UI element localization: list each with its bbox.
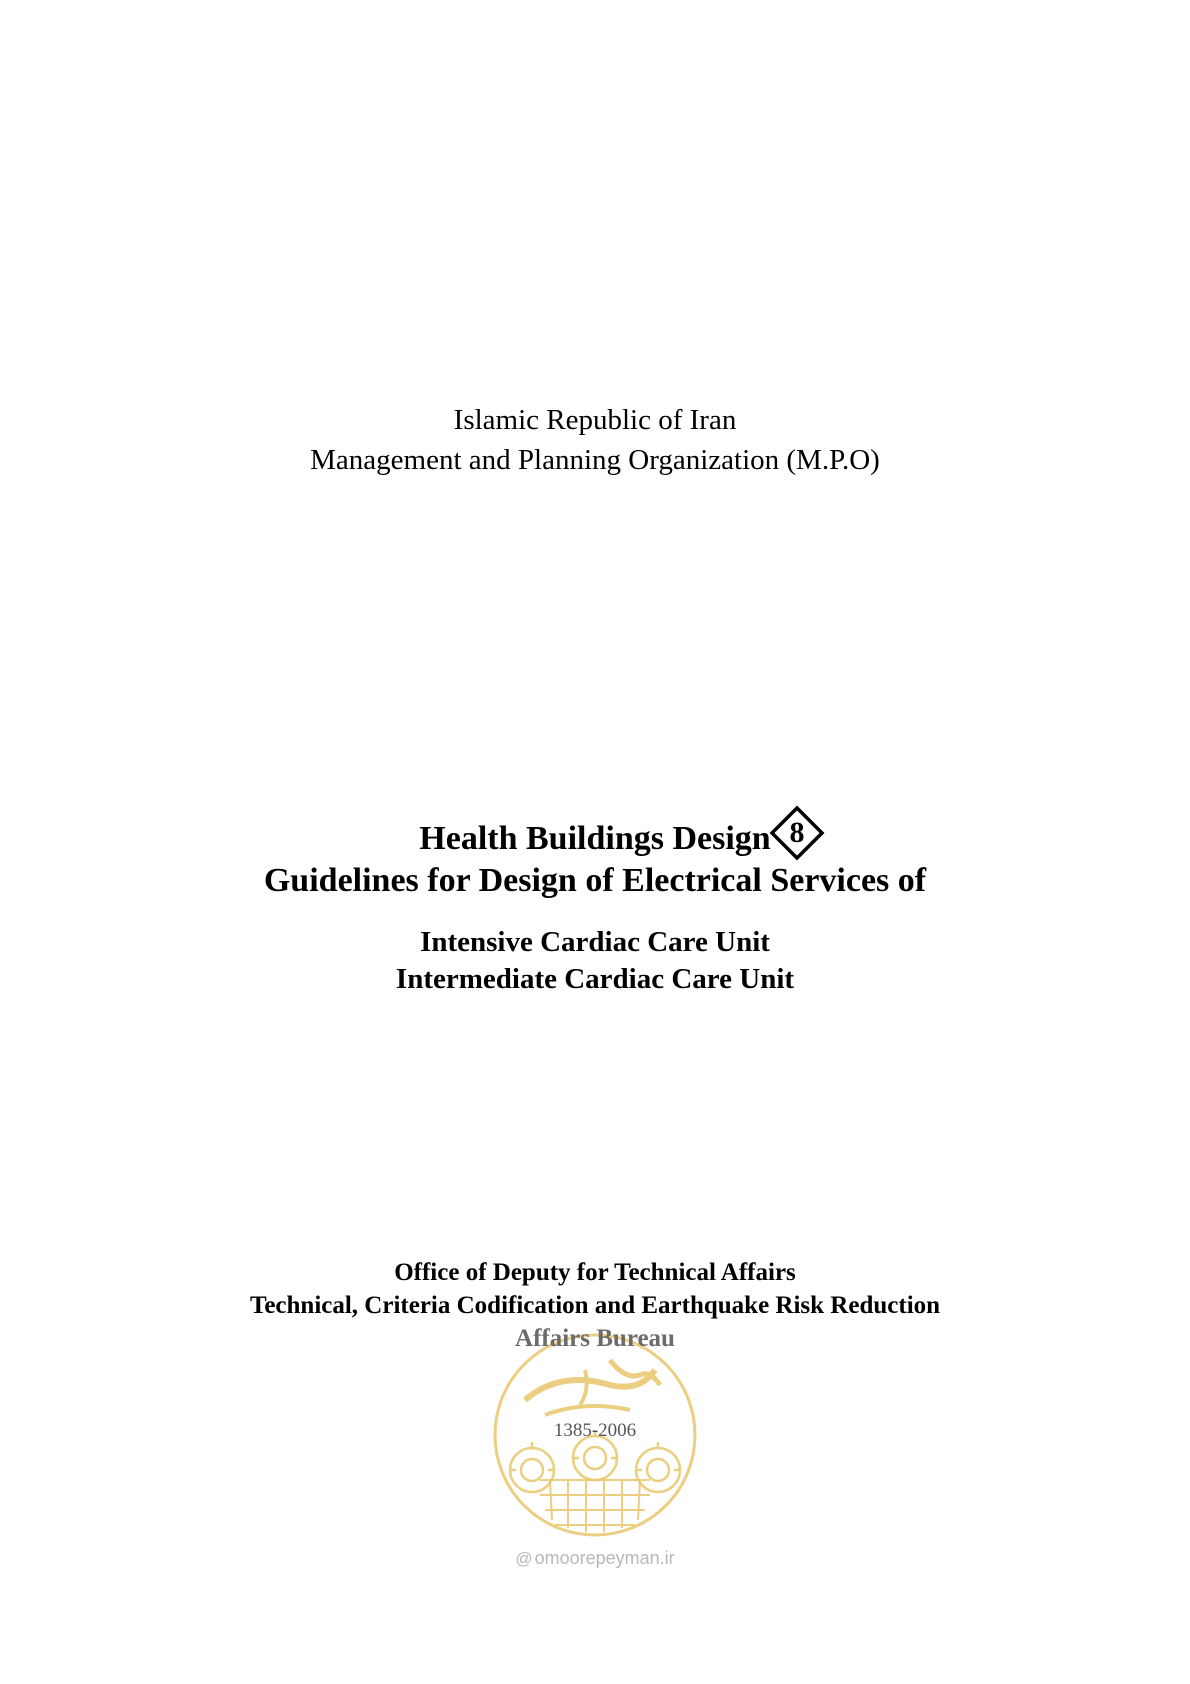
unit-name-intermediate: Intermediate Cardiac Care Unit xyxy=(395,963,795,995)
publication-year: 1385-2006 xyxy=(553,1420,637,1441)
country-name: Islamic Republic of Iran xyxy=(453,404,737,436)
watermark-domain-text: omoorepeyman.ir xyxy=(534,1548,675,1568)
office-line3: Affairs Bureau xyxy=(515,1325,675,1352)
document-title-line1: Health Buildings Design xyxy=(419,820,771,857)
unit-name-intensive: Intensive Cardiac Care Unit xyxy=(420,926,770,958)
office-line1: Office of Deputy for Technical Affairs xyxy=(394,1259,796,1286)
watermark-domain xyxy=(0,1548,1190,1569)
at-sign-icon: @ xyxy=(515,1549,533,1568)
organization-name: Management and Planning Organization (M.P.O) xyxy=(310,444,880,476)
volume-number-badge xyxy=(769,805,825,861)
document-title-line2: Guidelines for Design of Electrical Services of xyxy=(263,862,927,899)
volume-number: 8 xyxy=(789,816,805,849)
office-line2: Technical, Criteria Codification and Earthquake Risk Reduction xyxy=(249,1292,941,1319)
